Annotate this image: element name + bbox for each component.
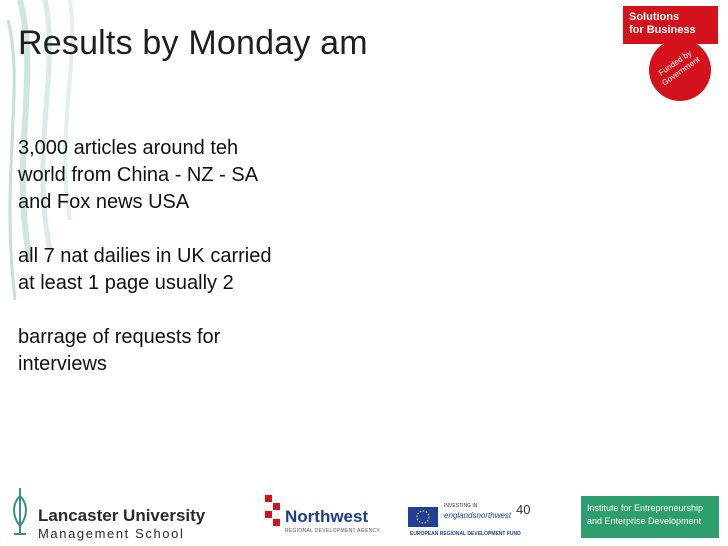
eu-flag-icon (408, 507, 438, 527)
erdf-investing-label: INVESTING IN (444, 503, 478, 509)
ied-line2: and Enterprise Development (587, 516, 702, 526)
management-school-name: Management School (38, 526, 185, 541)
sfb-wordmark (623, 6, 718, 44)
erdf-logo (408, 499, 533, 541)
body-paragraph-articles: 3,000 articles around teh world from China - NZ - SA and Fox news USA (18, 137, 259, 213)
erdf-fund-label: EUROPEAN REGIONAL DEVELOPMENT FUND (410, 531, 521, 537)
northwest-mark-icon (265, 495, 281, 527)
erdf-region-label: englandsnorthwest (444, 511, 512, 520)
slide-title: Results by Monday am (18, 24, 368, 62)
northwest-name: Northwest (285, 507, 369, 526)
funded-by-government-badge: Funded by Government (637, 27, 723, 113)
page-number: 40 (516, 502, 531, 517)
lancaster-university-name: Lancaster University (38, 506, 206, 525)
sfb-line1: Solutions (629, 11, 680, 23)
sfb-line2: for Business (629, 24, 696, 36)
body-paragraph-interviews: barrage of requests for interviews (18, 326, 221, 375)
lancaster-university-logo (8, 486, 248, 541)
slide-body (18, 135, 348, 405)
footer-logos (0, 480, 728, 546)
body-paragraph-dailies: all 7 nat dailies in UK carried at least 1 page usually 2 (18, 245, 272, 294)
solutions-for-business-logo (623, 6, 718, 98)
ied-logo (581, 496, 719, 538)
lancaster-crest-icon (8, 486, 32, 536)
northwest-subtitle: REGIONAL DEVELOPMENT AGENCY (285, 528, 381, 534)
northwest-logo (265, 495, 385, 540)
ied-line1: Institute for Entrepreneurship (587, 503, 704, 513)
